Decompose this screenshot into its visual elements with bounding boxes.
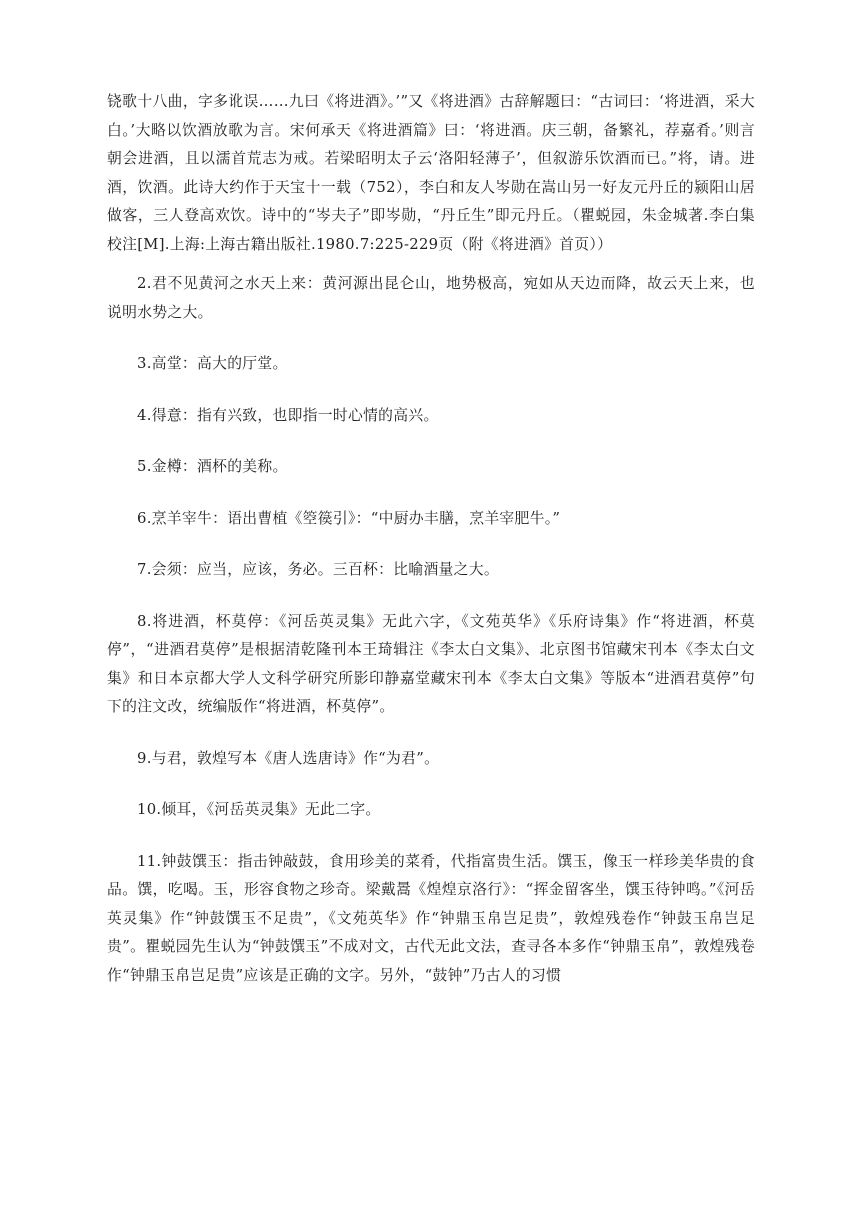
- document-page: [107, 88, 755, 1013]
- note-7-paragraph: 7.会须：应当，应该，务必。三百杯：比喻酒量之大。: [137, 561, 499, 578]
- note-9-paragraph: 9.与君，敦煌写本《唐人选唐诗》作“为君”。: [137, 749, 440, 767]
- note-5-paragraph: 5.金樽：酒杯的美称。: [137, 458, 288, 475]
- note-4-paragraph: 4.得意：指有兴致，也即指一时心情的高兴。: [137, 406, 439, 424]
- note-3-paragraph: 3.高堂：高大的厅堂。: [137, 355, 288, 372]
- note-8-paragraph: 8.将进酒，杯莫停：《河岳英灵集》无此六字，《文苑英华》《乐府诗集》作“将进酒，杯莫停”，“进酒君莫停”是根据清乾隆刊本王琦辑注《李太白文集》、北京图书馆藏宋刊本《李太白文集》和日本京都大学人文科学研究所影印静嘉堂藏宋刊本《李太白文集》等版本“进酒君莫停”句下的注文改，统编版作“将进酒，杯莫停”。: [107, 612, 755, 715]
- note-10-paragraph: 10.倾耳，《河岳英灵集》无此二字。: [137, 801, 381, 818]
- intro-note-paragraph: 铙歌十八曲，字多讹误……九曰《将进酒》。’”又《将进酒》古辞解题曰：“古词曰：‘将进酒，采大白。’大略以饮酒放歌为言。宋何承天《将进酒篇》曰：‘将进酒。庆三朝，备繁礼，荐嘉肴。’则言朝会进酒，且以濡首荒志为戒。若梁昭明太子云‘洛阳轻薄子’，但叙游乐饮酒而已。”将，请。进酒，饮酒。此诗大约作于天宝十一载（752），李白和友人岑勋在嵩山另一好友元丹丘的颍阳山居做客，三人登高欢饮。诗中的“岑夫子”即岑勋，“丹丘生”即元丹丘。（瞿蜕园，朱金城著.李白集校注[M].上海:上海古籍出版社.1980.7:225-229页（附《将进酒》首页））: [107, 93, 755, 253]
- note-11-paragraph: 11.钟鼓馔玉：指击钟敲鼓，食用珍美的菜肴，代指富贵生活。馔玉，像玉一样珍美华贵的食品。馔，吃喝。玉，形容食物之珍奇。梁戴暠《煌煌京洛行》：“挥金留客坐，馔玉待钟鸣。”《河岳英灵集》作“钟鼓馔玉不足贵”，《文苑英华》作“钟鼎玉帛岂足贵”，敦煌残卷作“钟鼓玉帛岂足贵”。瞿蜕园先生认为“钟鼓馔玉”不成对文，古代无此文法，查寻各本多作“钟鼎玉帛”，敦煌残卷作“钟鼎玉帛岂足贵”应该是正确的文字。另外，“鼓钟”乃古人的习惯: [107, 852, 755, 984]
- note-6-paragraph: 6.烹羊宰牛：语出曹植《箜篌引》：“中厨办丰膳，烹羊宰肥牛。”: [137, 509, 561, 527]
- note-2-paragraph: 2.君不见黄河之水天上来：黄河源出昆仑山，地势极高，宛如从天边而降，故云天上来，也说明水势之大。: [107, 275, 755, 321]
